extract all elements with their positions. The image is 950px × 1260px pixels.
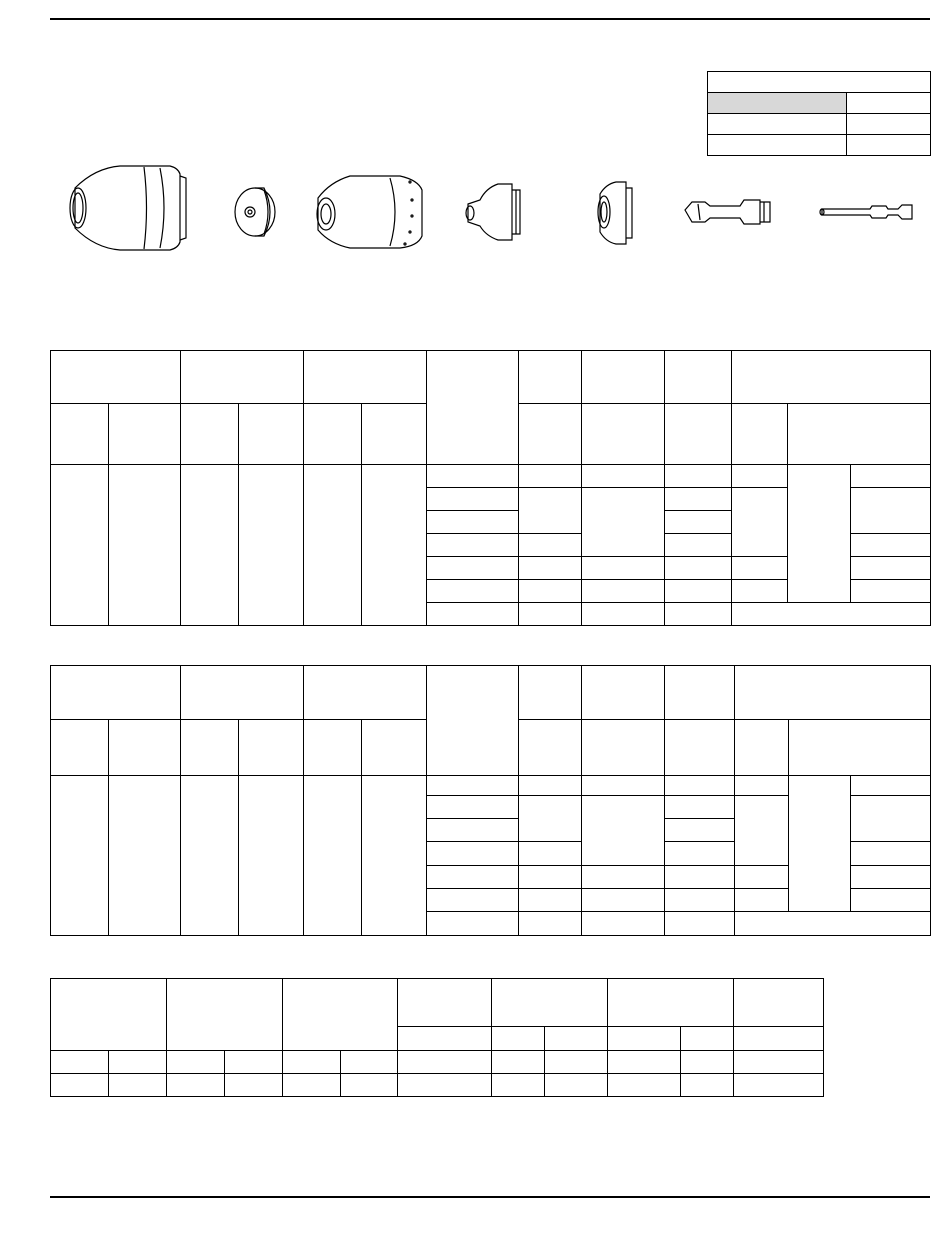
table-cell xyxy=(851,842,931,866)
subheader-cell xyxy=(681,1027,734,1051)
shield-cap-icon xyxy=(70,166,186,250)
table-cell xyxy=(283,1051,341,1074)
table-cell xyxy=(398,1051,492,1074)
subheader-cell xyxy=(788,404,931,465)
header-cell xyxy=(283,979,398,1051)
header-cell xyxy=(51,666,181,720)
header-cell xyxy=(732,351,931,404)
table-cell xyxy=(582,580,665,603)
subheader-cell xyxy=(181,720,239,776)
table-cell xyxy=(851,534,931,557)
table-row xyxy=(51,1074,824,1097)
table-cell xyxy=(582,465,665,488)
table-cell xyxy=(427,511,519,534)
subheader-cell xyxy=(608,1027,681,1051)
table-cell xyxy=(427,557,519,580)
table-cell xyxy=(427,866,519,889)
header-cell xyxy=(427,351,519,465)
table-cell xyxy=(582,796,665,866)
subheader-cell xyxy=(519,720,582,776)
table-cell xyxy=(519,796,582,842)
table-cell xyxy=(341,1074,398,1097)
water-tube-icon xyxy=(820,205,912,219)
table-cell xyxy=(398,1074,492,1097)
table-cell xyxy=(665,465,732,488)
table-cell xyxy=(732,465,788,488)
header-row xyxy=(51,979,824,1027)
legend-table xyxy=(707,71,931,156)
legend-row xyxy=(708,114,931,135)
table-cell xyxy=(225,1051,283,1074)
table-cell xyxy=(519,889,582,912)
subheader-cell xyxy=(181,404,239,465)
cut-chart-2 xyxy=(50,665,931,936)
subheader-cell xyxy=(51,720,109,776)
table-row xyxy=(51,465,931,488)
table-cell xyxy=(681,1074,734,1097)
subheader-cell xyxy=(239,404,304,465)
table-cell xyxy=(519,776,582,796)
table-cell xyxy=(851,580,931,603)
header-cell xyxy=(519,351,582,404)
table-cell xyxy=(735,796,789,866)
shield-icon xyxy=(235,188,275,236)
table-cell xyxy=(109,465,181,626)
table-cell xyxy=(665,580,732,603)
legend-row xyxy=(708,135,931,156)
subheader-cell xyxy=(492,1027,545,1051)
table-cell xyxy=(427,912,519,936)
cut-chart-1 xyxy=(50,350,931,626)
header-cell xyxy=(427,666,519,776)
table-cell xyxy=(851,557,931,580)
table-cell xyxy=(734,1074,824,1097)
table-cell xyxy=(427,796,519,819)
table-cell xyxy=(239,465,304,626)
header-cell xyxy=(304,351,427,404)
subheader-cell xyxy=(362,404,427,465)
table-cell xyxy=(167,1051,225,1074)
subheader-cell xyxy=(304,720,362,776)
table-cell xyxy=(665,534,732,557)
table-cell xyxy=(109,776,181,936)
table-cell xyxy=(283,1074,341,1097)
header-cell xyxy=(735,666,931,720)
table-cell xyxy=(225,1074,283,1097)
table-cell xyxy=(51,1074,109,1097)
table-cell xyxy=(582,866,665,889)
table-cell xyxy=(519,842,582,866)
legend-row xyxy=(708,72,931,93)
header-cell xyxy=(582,666,665,720)
table-cell xyxy=(735,776,789,796)
table-cell xyxy=(545,1051,608,1074)
legend-label-cell xyxy=(708,93,847,114)
table-cell xyxy=(582,912,665,936)
subheader-cell xyxy=(789,720,931,776)
header-cell xyxy=(665,666,735,720)
header-cell xyxy=(51,979,167,1051)
retaining-cap-icon xyxy=(317,176,422,248)
table-cell xyxy=(181,776,239,936)
swirl-ring-icon xyxy=(598,182,632,244)
subheader-cell xyxy=(109,404,181,465)
table-cell xyxy=(851,866,931,889)
table-cell xyxy=(427,819,519,842)
legend-title-cell xyxy=(708,72,931,93)
header-cell xyxy=(582,351,665,404)
table-cell xyxy=(427,534,519,557)
table-row xyxy=(51,1051,824,1074)
table-cell xyxy=(732,557,788,580)
table-cell xyxy=(665,557,732,580)
legend-value-cell xyxy=(847,93,931,114)
table-cell xyxy=(427,842,519,866)
table-cell xyxy=(732,488,788,557)
subheader-cell xyxy=(304,404,362,465)
table-cell xyxy=(681,1051,734,1074)
table-cell xyxy=(582,557,665,580)
table-cell xyxy=(582,889,665,912)
table-cell xyxy=(427,580,519,603)
subheader-cell xyxy=(545,1027,608,1051)
table-row xyxy=(51,776,931,796)
table-cell xyxy=(519,603,582,626)
table-cell xyxy=(851,465,931,488)
table-cell xyxy=(851,796,931,842)
table-cell xyxy=(304,465,362,626)
subheader-cell xyxy=(51,404,109,465)
table-cell xyxy=(519,488,582,534)
table-cell xyxy=(735,889,789,912)
header-cell xyxy=(608,979,734,1027)
table-cell xyxy=(427,889,519,912)
legend-value-cell xyxy=(847,135,931,156)
subheader-cell xyxy=(732,404,788,465)
table-cell xyxy=(665,603,732,626)
table-cell xyxy=(665,511,732,534)
table-cell xyxy=(51,465,109,626)
subheader-cell xyxy=(362,720,427,776)
subheader-cell xyxy=(665,404,732,465)
header-cell xyxy=(51,351,181,404)
table-cell xyxy=(734,1051,824,1074)
table-cell xyxy=(789,776,851,912)
table-cell xyxy=(51,776,109,936)
header-cell xyxy=(734,979,824,1027)
table-cell xyxy=(851,776,931,796)
table-cell xyxy=(427,488,519,511)
table-cell xyxy=(665,912,735,936)
table-cell xyxy=(665,889,735,912)
header-row xyxy=(51,351,931,404)
subheader-cell xyxy=(582,720,665,776)
table-cell xyxy=(665,488,732,511)
table-cell xyxy=(519,534,582,557)
subheader-cell xyxy=(519,404,582,465)
table-cell xyxy=(851,488,931,534)
table-cell xyxy=(582,488,665,557)
table-cell xyxy=(665,842,735,866)
table-cell xyxy=(851,889,931,912)
table-cell xyxy=(735,912,931,936)
header-cell xyxy=(181,351,304,404)
subheader-cell xyxy=(109,720,181,776)
subheader-cell xyxy=(735,720,789,776)
table-cell xyxy=(519,580,582,603)
subheader-cell xyxy=(582,404,665,465)
table-cell xyxy=(427,603,519,626)
table-cell xyxy=(732,603,931,626)
table-cell xyxy=(341,1051,398,1074)
nozzle-icon xyxy=(466,184,520,240)
table-cell xyxy=(608,1074,681,1097)
table-cell xyxy=(665,796,735,819)
table-cell xyxy=(492,1074,545,1097)
subheader-cell xyxy=(398,1027,492,1051)
table-cell xyxy=(665,776,735,796)
header-cell xyxy=(181,666,304,720)
subheader-cell xyxy=(239,720,304,776)
table-cell xyxy=(109,1074,167,1097)
legend-label-cell xyxy=(708,135,847,156)
header-cell xyxy=(665,351,732,404)
table-cell xyxy=(608,1051,681,1074)
table-cell xyxy=(362,776,427,936)
table-cell xyxy=(362,465,427,626)
table-cell xyxy=(582,776,665,796)
settings-table xyxy=(50,978,824,1097)
legend-label-cell xyxy=(708,114,847,135)
table-cell xyxy=(519,866,582,889)
header-row xyxy=(51,666,931,720)
table-cell xyxy=(665,819,735,842)
table-cell xyxy=(167,1074,225,1097)
table-cell xyxy=(519,557,582,580)
table-cell xyxy=(735,866,789,889)
consumable-parts xyxy=(50,160,930,260)
table-cell xyxy=(427,465,519,488)
table-cell xyxy=(732,580,788,603)
table-cell xyxy=(545,1074,608,1097)
electrode-icon xyxy=(685,200,770,224)
table-cell xyxy=(582,603,665,626)
table-cell xyxy=(181,465,239,626)
table-cell xyxy=(665,866,735,889)
table-cell xyxy=(519,912,582,936)
table-cell xyxy=(51,1051,109,1074)
top-rule xyxy=(50,18,930,20)
table-cell xyxy=(304,776,362,936)
header-cell xyxy=(398,979,492,1027)
table-cell xyxy=(427,776,519,796)
subheader-cell xyxy=(665,720,735,776)
header-cell xyxy=(167,979,283,1051)
header-cell xyxy=(492,979,608,1027)
table-cell xyxy=(788,465,851,603)
legend-row xyxy=(708,93,931,114)
table-cell xyxy=(109,1051,167,1074)
header-cell xyxy=(304,666,427,720)
table-cell xyxy=(492,1051,545,1074)
header-cell xyxy=(519,666,582,720)
table-cell xyxy=(239,776,304,936)
bottom-rule xyxy=(50,1196,930,1198)
subheader-cell xyxy=(734,1027,824,1051)
legend-value-cell xyxy=(847,114,931,135)
table-cell xyxy=(519,465,582,488)
